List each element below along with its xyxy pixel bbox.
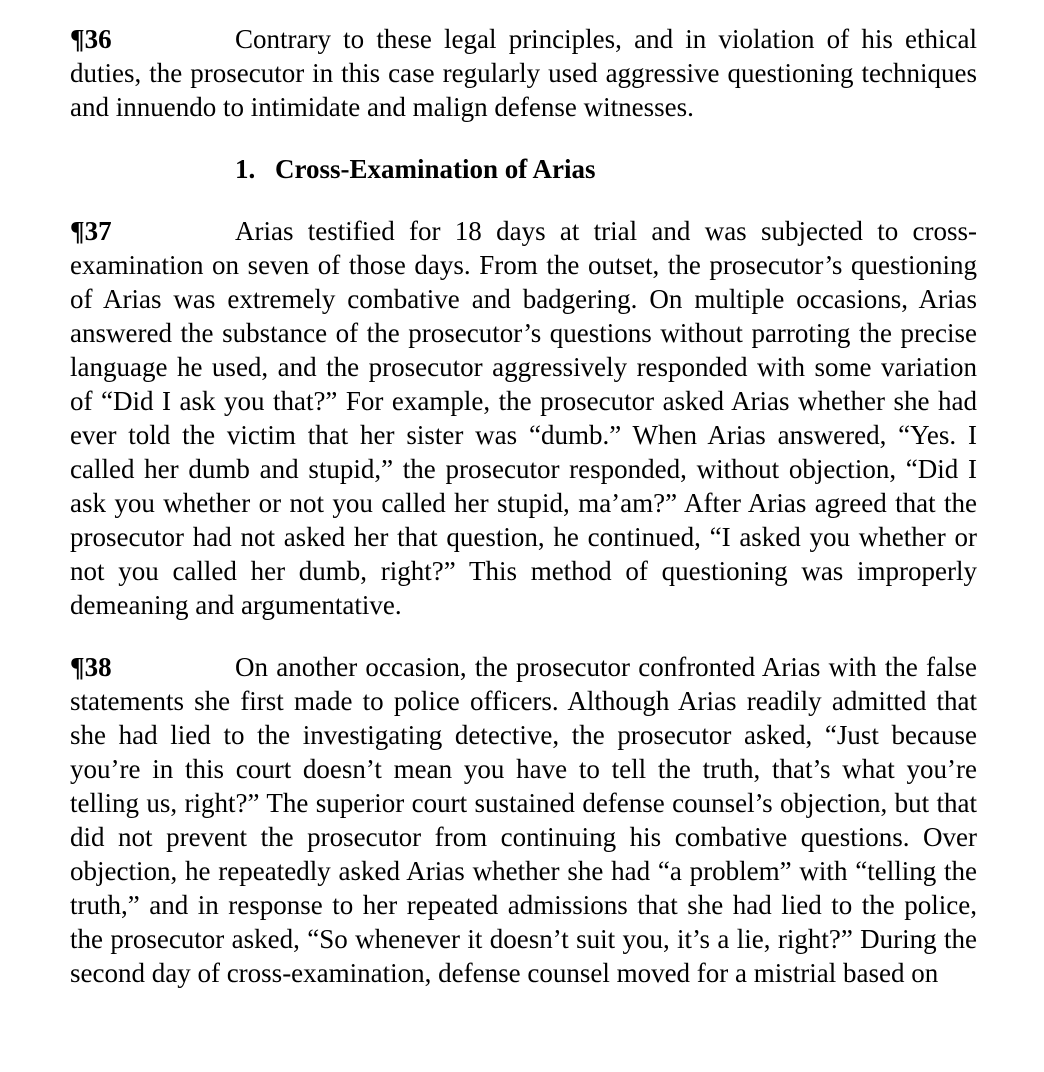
paragraph-number: ¶36: [70, 24, 112, 54]
paragraph-number: ¶37: [70, 216, 112, 246]
paragraph-text: Contrary to these legal principles, and in violation of his ethical duties, the prosecutor in this case regularly used aggressive questioning techniques and innuendo to intimidate and malign defense witnesses.: [70, 24, 977, 122]
paragraph-number: ¶38: [70, 652, 112, 682]
paragraph-text: On another occasion, the prosecutor confronted Arias with the false statements she first made to police officers. Although Arias readily admitted that she had lied to the investigating detective, the prosecutor asked, “Just because you’re in this court doesn’t mean you have to tell the truth, that’s what you’re telling us, right?” The superior court sustained defense counsel’s objection, but that did not prevent the prosecutor from continuing his combative questions. Over objection, he repeatedly asked Arias whether she had “a problem” with “telling the truth,” and in response to her repeated admissions that she had lied to the police, the prosecutor asked, “So whenever it doesn’t suit you, it’s a lie, right?” During the second day of cross-examination, defense counsel moved for a mistrial based on: [70, 652, 977, 988]
heading-title: Cross-Examination of Arias: [275, 154, 596, 184]
heading-number: 1.: [235, 154, 256, 184]
paragraph-text: Arias testified for 18 days at trial and was subjected to cross-examination on seven of those days. From the outset, the prosecutor’s questioning of Arias was extremely combative and badgering. On multiple occasions, Arias answered the substance of the prosecutor’s questions without parroting the precise language he used, and the prosecutor aggressively responded with some variation of “Did I ask you that?” For example, the prosecutor asked Arias whether she had ever told the victim that her sister was “dumb.” When Arias answered, “Yes. I called her dumb and stupid,” the prosecutor responded, without objection, “Did I ask you whether or not you called her stupid, ma’am?” After Arias agreed that the prosecutor had not asked her that question, he continued, “I asked you whether or not you called her dumb, right?” This method of questioning was improperly demeaning and argumentative.: [70, 216, 977, 620]
paragraph-37: [70, 214, 977, 622]
opinion-page: [70, 22, 977, 1018]
paragraph-38: [70, 650, 977, 990]
paragraph-36: [70, 22, 977, 124]
section-heading: [70, 152, 977, 186]
